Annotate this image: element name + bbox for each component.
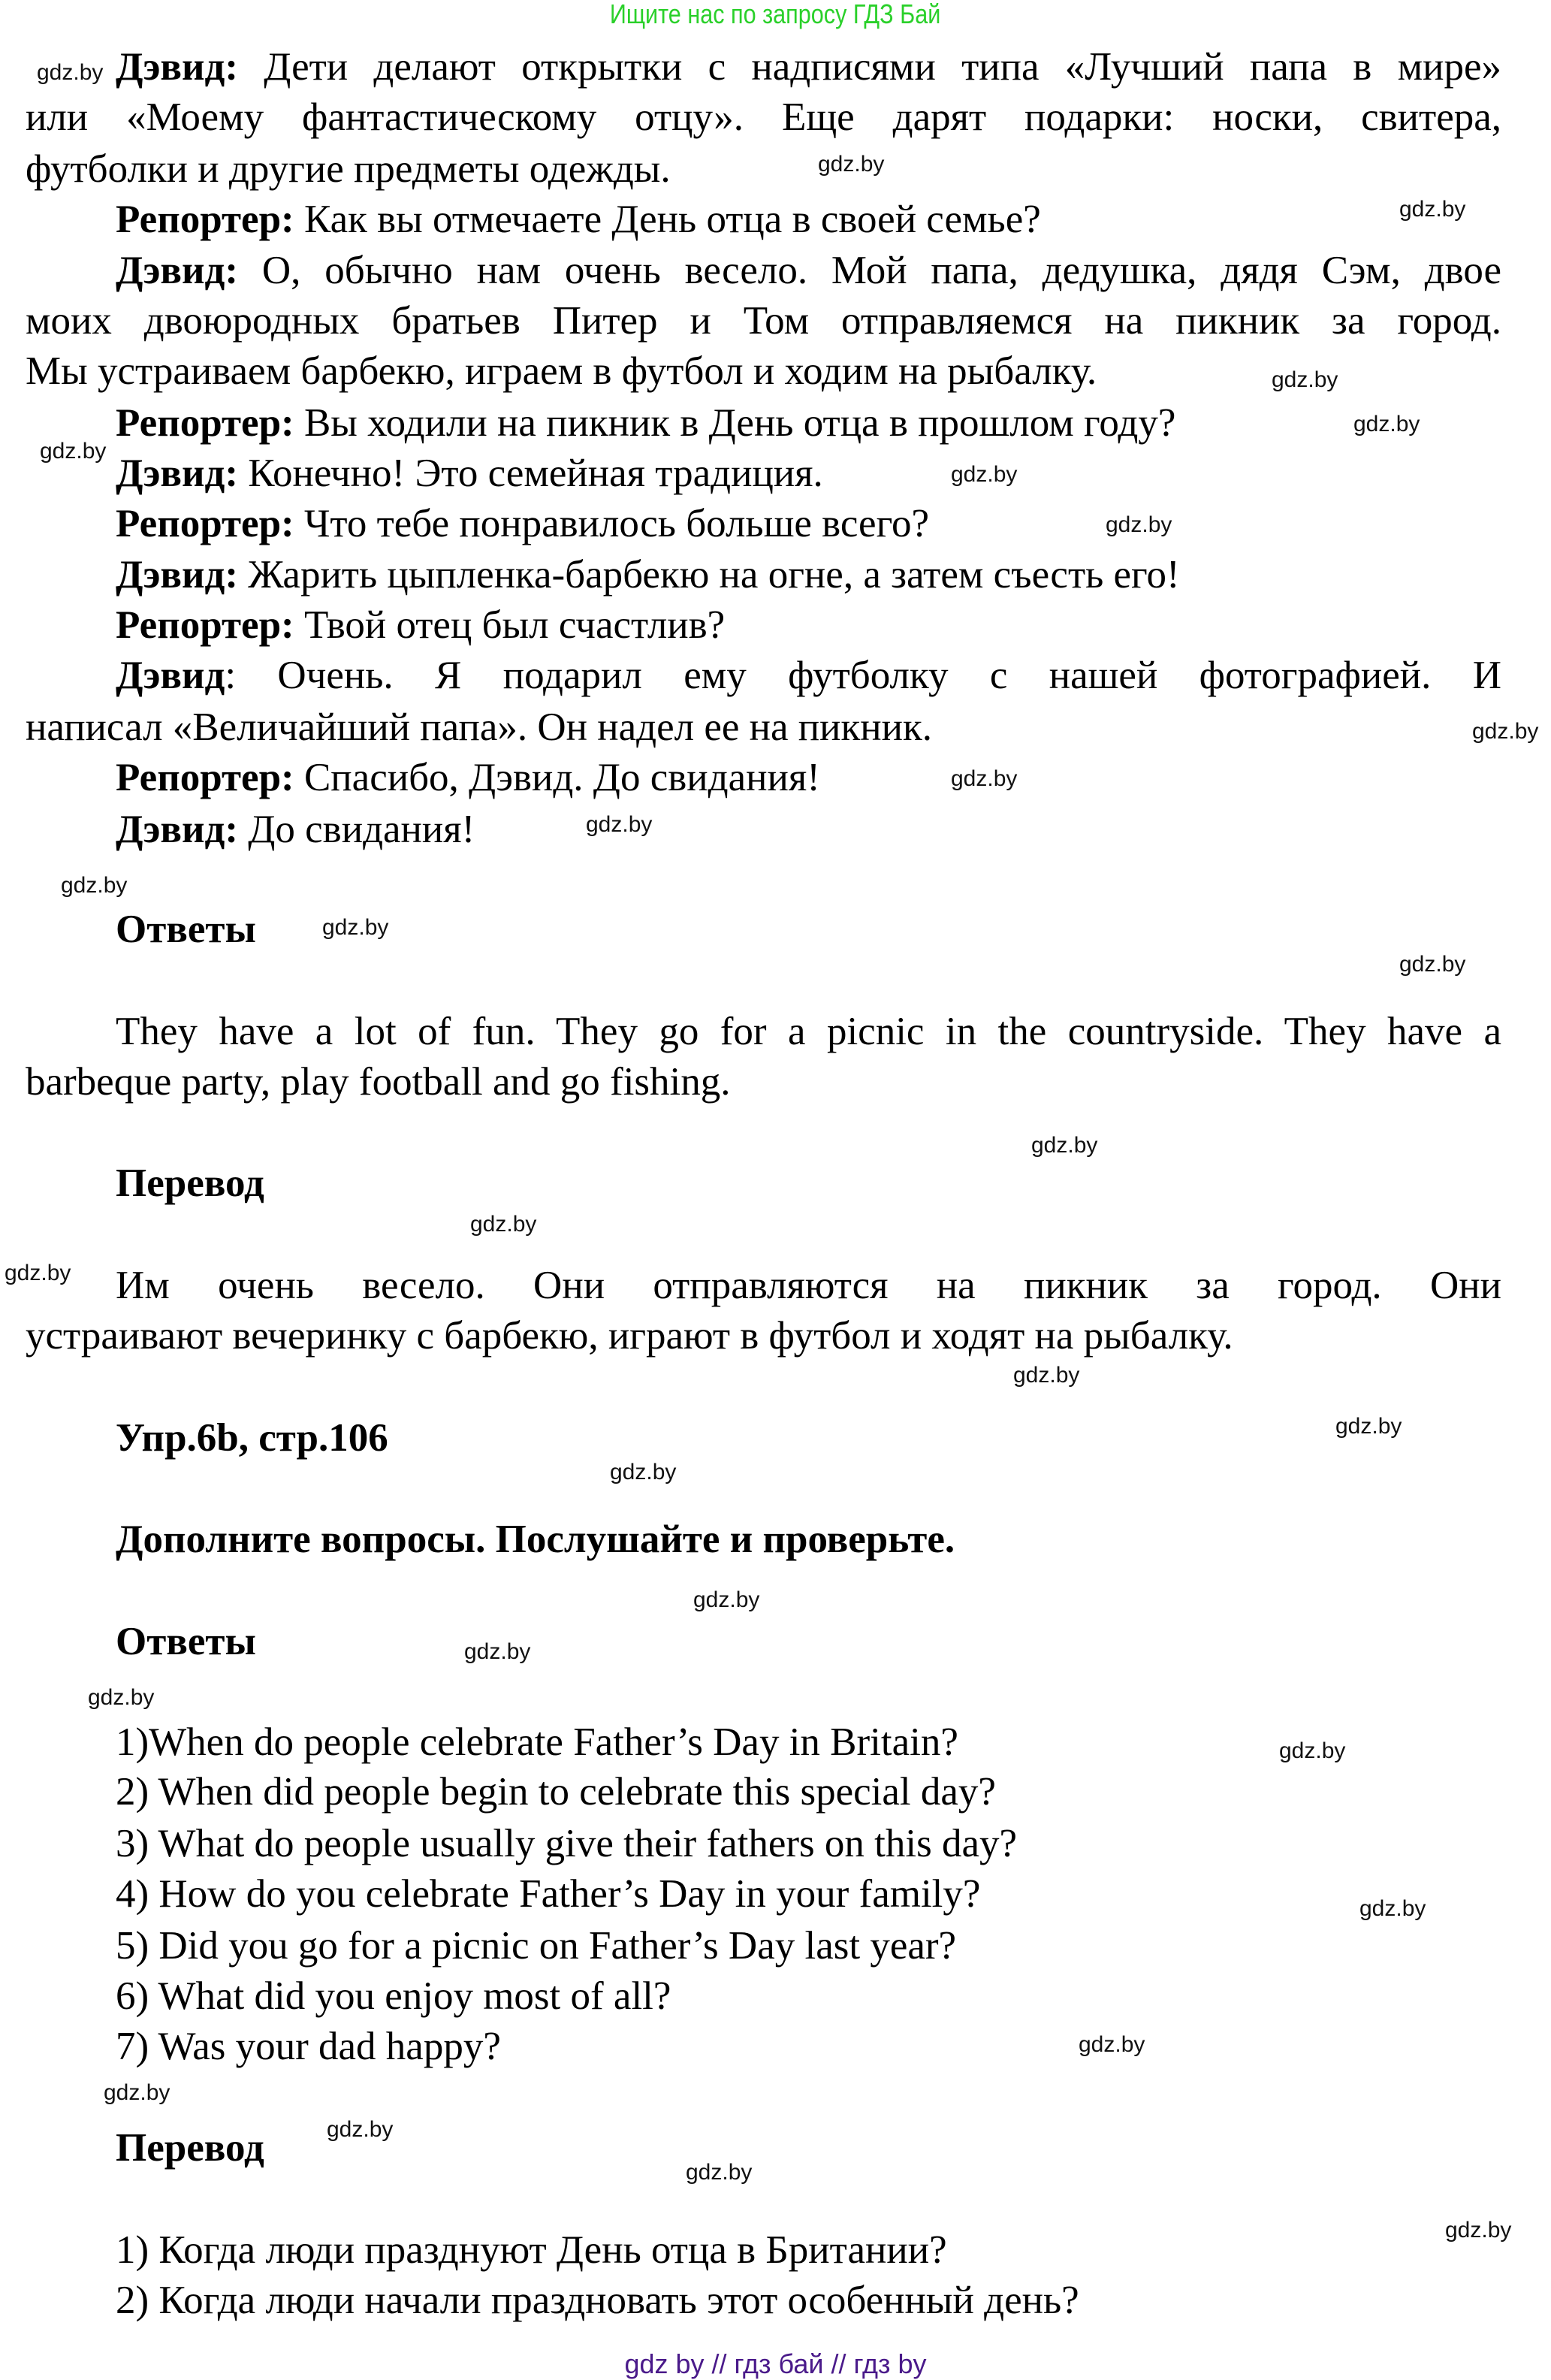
site-banner [0,0,1551,30]
watermark: gdz.by [464,1639,531,1664]
watermark: gdz.by [470,1212,537,1237]
text-line [116,1818,1017,1869]
text-line [26,295,1501,346]
line-text: barbeque party, play football and go fishing. [26,1060,731,1104]
text-line [116,1260,1501,1311]
speaker-label: Дэвид: [116,45,238,89]
watermark: gdz.by [1031,1133,1098,1158]
watermark: gdz.by [818,152,885,177]
line-text: Что тебе понравилось больше всего? [294,502,930,545]
line-text: футболки и другие предметы одежды. [26,147,671,191]
line-text: 2) Когда люди начали праздновать этот особенный день? [116,2279,1079,2322]
speaker-label: Репортер: [116,401,294,445]
watermark: gdz.by [686,2160,753,2185]
text-line [116,245,1501,296]
text-line [116,1868,980,1919]
section-heading [116,2122,264,2173]
line-text: Ответы [116,1620,256,1663]
watermark: gdz.by [61,873,128,898]
watermark: gdz.by [327,2117,394,2142]
line-text: 1)When do people celebrate Father’s Day in Britain? [116,1720,958,1764]
watermark: gdz.by [1106,512,1172,537]
line-text: Перевод [116,2126,264,2170]
line-text: До свидания! [238,808,475,851]
line-text: 7) Was your dad happy? [116,2025,501,2068]
section-heading [116,1412,388,1463]
watermark: gdz.by [693,1587,760,1612]
watermark: gdz.by [322,915,389,940]
line-text: 2) When did people begin to celebrate this special day? [116,1770,996,1814]
text-line [26,92,1501,143]
line-text: устраивают вечеринку с барбекю, играют в футбол и ходят на рыбалку. [26,1314,1233,1358]
text-line [116,752,820,803]
text-line [116,650,1501,701]
text-line [116,1920,956,1971]
line-text: Дети делают открытки с надписями типа «Лучший папа в мире» [238,45,1501,89]
watermark: gdz.by [1013,1363,1080,1388]
line-text: They have a lot of fun. They go for a picnic in the countryside. They have a [116,1010,1501,1053]
text-line [26,1056,731,1107]
watermark: gdz.by [104,2080,170,2105]
text-line [116,448,823,499]
watermark: gdz.by [1445,2218,1512,2243]
watermark: gdz.by [610,1460,677,1484]
line-text: 6) What did you enjoy most of all? [116,1974,671,2018]
watermark: gdz.by [5,1261,71,1285]
line-text: 1) Когда люди празднуют День отца в Британии? [116,2228,947,2272]
watermark: gdz.by [37,60,104,85]
line-text: : Очень. Я подарил ему футболку с нашей фотографией. И [225,654,1501,697]
text-line [116,2021,501,2072]
watermark: gdz.by [1359,1896,1426,1921]
text-line [116,1006,1501,1057]
watermark: gdz.by [586,812,653,837]
watermark: gdz.by [1399,197,1466,222]
text-line [116,1971,671,2022]
section-heading [116,1158,264,1209]
line-text: или «Моему фантастическому отцу». Еще дарят подарки: носки, свитера, [26,95,1501,139]
watermark: gdz.by [40,439,107,464]
line-text: Мы устраиваем барбекю, играем в футбол и ходим на рыбалку. [26,349,1097,393]
watermark: gdz.by [1079,2032,1145,2057]
speaker-label: Репортер: [116,756,294,799]
section-heading [116,904,256,955]
watermark: gdz.by [1279,1738,1346,1763]
footer-links[interactable]: gdz by // гдз бай // гдз by [624,2348,927,2379]
text-line [26,346,1097,397]
text-line [116,1717,958,1768]
line-text: 3) What do people usually give their fathers on this day? [116,1822,1018,1865]
speaker-label: Дэвид: [116,452,238,495]
line-text: моих двоюродных братьев Питер и Том отправляемся на пикник за город. [26,299,1501,343]
line-text: Как вы отмечаете День отца в своей семье? [294,198,1041,241]
line-text: Вы ходили на пикник в День отца в прошлом году? [294,401,1176,445]
line-text: 5) Did you go for a picnic on Father’s Day last year? [116,1924,957,1968]
text-line [116,2275,1079,2326]
text-line [116,2224,947,2276]
line-text: Ответы [116,908,256,951]
line-text: Им очень весело. Они отправляются на пикник за город. Они [116,1264,1501,1307]
text-line [116,600,725,651]
line-text: Жарить цыпленка-барбекю на огне, а затем съесть его! [238,553,1180,597]
line-text: Конечно! Это семейная традиция. [238,452,823,495]
line-text: Упр.6b, стр.106 [116,1416,388,1460]
text-line [116,397,1175,449]
text-line [116,804,475,855]
text-line [26,1310,1233,1361]
speaker-label: Дэвид: [116,249,238,292]
text-line [116,549,1180,600]
speaker-label: Репортер: [116,603,294,647]
line-text: Перевод [116,1161,264,1205]
watermark: gdz.by [1353,412,1420,436]
watermark: gdz.by [88,1685,155,1710]
speaker-label: Репортер: [116,198,294,241]
line-text: Спасибо, Дэвид. До свидания! [294,756,820,799]
speaker-label: Дэвид [116,654,225,697]
watermark: gdz.by [1472,719,1539,744]
section-heading [116,1514,955,1565]
text-line [26,702,932,753]
text-line [116,1766,996,1817]
section-heading [116,1616,256,1667]
text-line [116,194,1041,245]
text-line [26,143,671,195]
text-line [116,41,1501,92]
text-line [116,498,929,549]
speaker-label: Дэвид: [116,553,238,597]
watermark: gdz.by [951,766,1018,791]
watermark: gdz.by [1272,367,1338,392]
line-text: О, обычно нам очень весело. Мой папа, дедушка, дядя Сэм, двое [238,249,1501,292]
speaker-label: Репортер: [116,502,294,545]
line-text: 4) How do you celebrate Father’s Day in your family? [116,1872,981,1916]
line-text: Дополните вопросы. Послушайте и проверьте. [116,1518,955,1561]
speaker-label: Дэвид: [116,808,238,851]
line-text: Твой отец был счастлив? [294,603,726,647]
line-text: написал «Величайший папа». Он надел ее на пикник. [26,705,932,749]
watermark: gdz.by [1335,1414,1402,1439]
watermark: gdz.by [951,462,1018,487]
banner-text: Ищите нас по запросу ГДЗ Бай [610,0,941,29]
watermark: gdz.by [1399,952,1466,977]
